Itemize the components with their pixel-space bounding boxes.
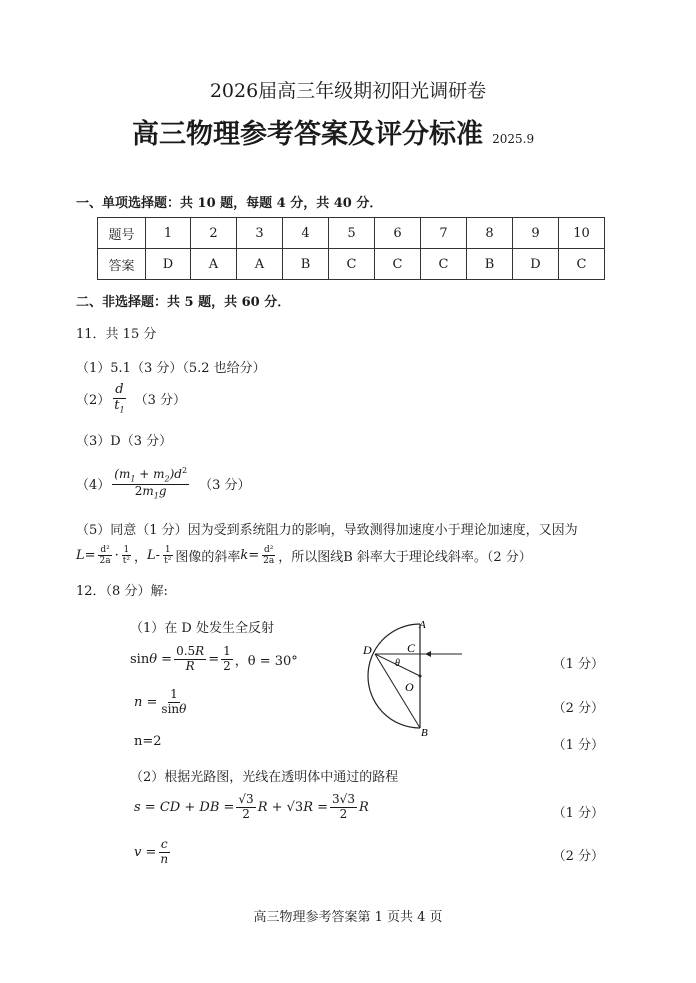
- formula-d-over-t1: $\frac{d}{t_1}$: [114, 382, 125, 415]
- table-cell: A: [237, 249, 283, 280]
- table-cell: 答案: [98, 249, 146, 280]
- formula-d2-over-2a: $\frac{\text{d²}}{2a}$: [99, 545, 111, 567]
- table-cell: C: [421, 249, 467, 280]
- q12-part1: （1）在 D 处发生全反射: [130, 621, 274, 636]
- table-cell: C: [375, 249, 421, 280]
- arrow-head: [425, 651, 431, 657]
- table-cell: A: [191, 249, 237, 280]
- table-cell: C: [329, 249, 375, 280]
- answer-table: [97, 217, 605, 280]
- q11-part2-score: （3 分）: [134, 393, 187, 409]
- formula-sin-theta: sinθ = $\frac{0.5R}{R}$ = $\frac{1}{2}$ ，θ = 30°: [130, 644, 298, 673]
- section2-heading: 二、非选择题：共 5 题，共 60 分．: [76, 295, 291, 310]
- q11-part4: [76, 466, 250, 500]
- table-row: [98, 218, 605, 249]
- formula-mass-ratio: $\frac{(m_1 + m_2)d^2}{2m_1g}$: [114, 466, 188, 500]
- table-cell: B: [283, 249, 329, 280]
- table-cell: 8: [467, 218, 513, 249]
- score-3: （1 分）: [552, 738, 604, 753]
- label-theta: θ: [395, 658, 400, 669]
- q11-part5-line2: L = $\frac{\text{d²}}{2a}$ · $\frac{1}{\text{t²}}$ ， L - $\frac{1}{\text{t²}}$ 图像的斜率 k = $\frac{\text{d²}}{2a}$ ，所以图线B 斜率大于理论线斜率。（2 分）: [76, 545, 532, 567]
- q11-part2: [76, 383, 186, 415]
- table-cell: 4: [283, 218, 329, 249]
- table-cell: C: [559, 249, 605, 280]
- q11-part4-score: （3 分）: [199, 477, 251, 493]
- section1-heading: 一、单项选择题：共 10 题，每题 4 分，共 40 分．: [76, 196, 383, 211]
- q11-part1: （1）5.1（3 分）（5.2 也给分）: [76, 361, 266, 376]
- table-cell: B: [467, 249, 513, 280]
- formula-slope: $\frac{\text{d²}}{2a}$: [263, 545, 275, 567]
- title-date: 2025.9: [492, 132, 535, 146]
- page-title: [132, 112, 534, 151]
- formula-1-over-t2: $\frac{1}{\text{t²}}$: [122, 545, 131, 567]
- formula-n: n = $\frac{1}{\sin\theta}$: [134, 687, 187, 716]
- table-cell: 10: [559, 218, 605, 249]
- score-4: （1 分）: [552, 806, 604, 821]
- q11-part2-label: （2）: [76, 393, 111, 409]
- table-cell: 7: [421, 218, 467, 249]
- score-1: （1 分）: [552, 657, 604, 672]
- table-cell: 5: [329, 218, 375, 249]
- q11-part5-line1: （5）同意（1 分）因为受到系统阻力的影响，导致测得加速度小于理论加速度，又因为: [76, 523, 578, 538]
- exam-subtitle: 2026届高三年级期初阳光调研卷: [209, 80, 487, 102]
- page-footer: 高三物理参考答案第 1 页共 4 页: [253, 910, 443, 925]
- table-cell: 6: [375, 218, 421, 249]
- table-cell: D: [513, 249, 559, 280]
- table-cell: 2: [191, 218, 237, 249]
- table-row: [98, 249, 605, 280]
- table-cell: 9: [513, 218, 559, 249]
- q12-title: 12．（8 分）解:: [76, 584, 168, 599]
- label-B: B: [421, 727, 428, 739]
- theta-result: ，θ = 30°: [234, 653, 298, 669]
- score-2: （2 分）: [552, 701, 604, 716]
- formula-velocity: v = $\frac{c}{n}$: [134, 837, 169, 866]
- q11-part5-end: ，所以图线B 斜率大于理论线斜率。（2 分）: [278, 550, 532, 566]
- table-cell: 题号: [98, 218, 146, 249]
- q11-title: 11．共 15 分: [76, 327, 157, 342]
- q12-part2: （2）根据光路图，光线在透明体中通过的路程: [130, 770, 399, 785]
- point-O: [419, 675, 422, 678]
- table-cell: 1: [146, 218, 191, 249]
- label-D: D: [363, 643, 372, 657]
- label-C: C: [407, 641, 416, 655]
- score-5: （2 分）: [552, 849, 604, 864]
- label-O: O: [405, 680, 414, 694]
- q11-part5-mid: 图像的斜率: [175, 550, 241, 566]
- table-cell: 3: [237, 218, 283, 249]
- semicircle-arc: [368, 624, 420, 728]
- q11-part3: （3）D（3 分）: [76, 434, 173, 449]
- formula-1-over-t2-b: $\frac{1}{\text{t²}}$: [164, 545, 172, 567]
- formula-path-length: s = CD + DB = $\frac{√3}{2}$ R + √3 R = $\frac{3√3}{2}$ R: [134, 792, 369, 821]
- n-result: n=2: [134, 734, 162, 749]
- optics-diagram: [335, 614, 465, 739]
- title-text: 高三物理参考答案及评分标准: [132, 119, 483, 150]
- q11-part4-label: （4）: [76, 477, 111, 493]
- label-A: A: [419, 619, 426, 631]
- table-cell: D: [146, 249, 191, 280]
